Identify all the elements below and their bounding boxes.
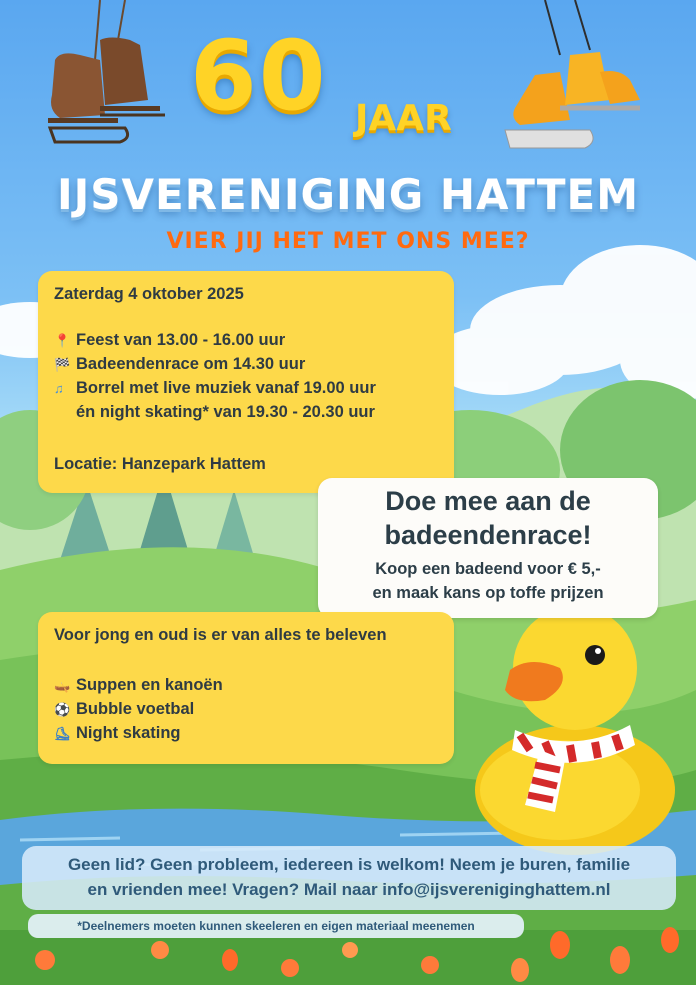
soccer-ball-icon: ⚽ bbox=[54, 702, 71, 717]
brown-skates-icon bbox=[48, 0, 165, 142]
orange-skates-icon bbox=[505, 0, 640, 148]
checkered-flag-icon: 🏁 bbox=[54, 357, 71, 372]
event-location: Locatie: Hanzepark Hattem bbox=[54, 455, 266, 473]
canoe-icon: 🛶 bbox=[54, 678, 71, 693]
club-name: IJSVERENIGING HATTEM bbox=[57, 170, 639, 219]
participant-note: *Deelnemers moeten kunnen skeeleren en eigen materiaal meenemen bbox=[28, 914, 524, 938]
anniversary-word: JAAR bbox=[355, 98, 452, 139]
race-heading-line2: badeendenrace! bbox=[384, 520, 592, 550]
event-item: 🏁 Badeendenrace om 14.30 uur bbox=[54, 355, 306, 373]
activity-item: ⚽ Bubble voetbal bbox=[54, 700, 195, 718]
activity-item: ⛸ Night skating bbox=[54, 724, 181, 742]
pin-icon: 📍 bbox=[54, 333, 71, 348]
event-date: Zaterdag 4 oktober 2025 bbox=[54, 285, 244, 303]
activities-panel bbox=[38, 612, 454, 764]
race-text-line2: en maak kans op toffe prijzen bbox=[372, 584, 604, 602]
duck-race-panel bbox=[318, 478, 658, 618]
subtitle: VIER JIJ HET MET ONS MEE? bbox=[166, 229, 530, 254]
race-text-line1: Koop een badeend voor € 5,- bbox=[375, 560, 601, 578]
event-continuation: én night skating* van 19.30 - 20.30 uur bbox=[76, 403, 375, 421]
activity-item: 🛶 Suppen en kanoën bbox=[54, 676, 223, 694]
skate-icon: ⛸ bbox=[54, 726, 71, 741]
welcome-message-panel bbox=[22, 846, 676, 910]
race-heading-line1: Doe mee aan de bbox=[385, 486, 591, 516]
event-info-panel bbox=[38, 271, 454, 493]
event-item: ♫ Borrel met live muziek vanaf 19.00 uur bbox=[54, 379, 376, 397]
activities-heading: Voor jong en oud is er van alles te beleven bbox=[54, 626, 387, 644]
anniversary-number: 60 bbox=[190, 20, 328, 132]
welcome-line1: Geen lid? Geen probleem, iedereen is welkom! Neem je buren, familie bbox=[67, 855, 631, 874]
music-notes-icon: ♫ bbox=[54, 381, 64, 396]
event-item: 📍 Feest van 13.00 - 16.00 uur bbox=[54, 331, 286, 349]
welcome-line2: en vrienden mee! Vragen? Mail naar info@ijsvereniginghattem.nl bbox=[87, 880, 611, 899]
